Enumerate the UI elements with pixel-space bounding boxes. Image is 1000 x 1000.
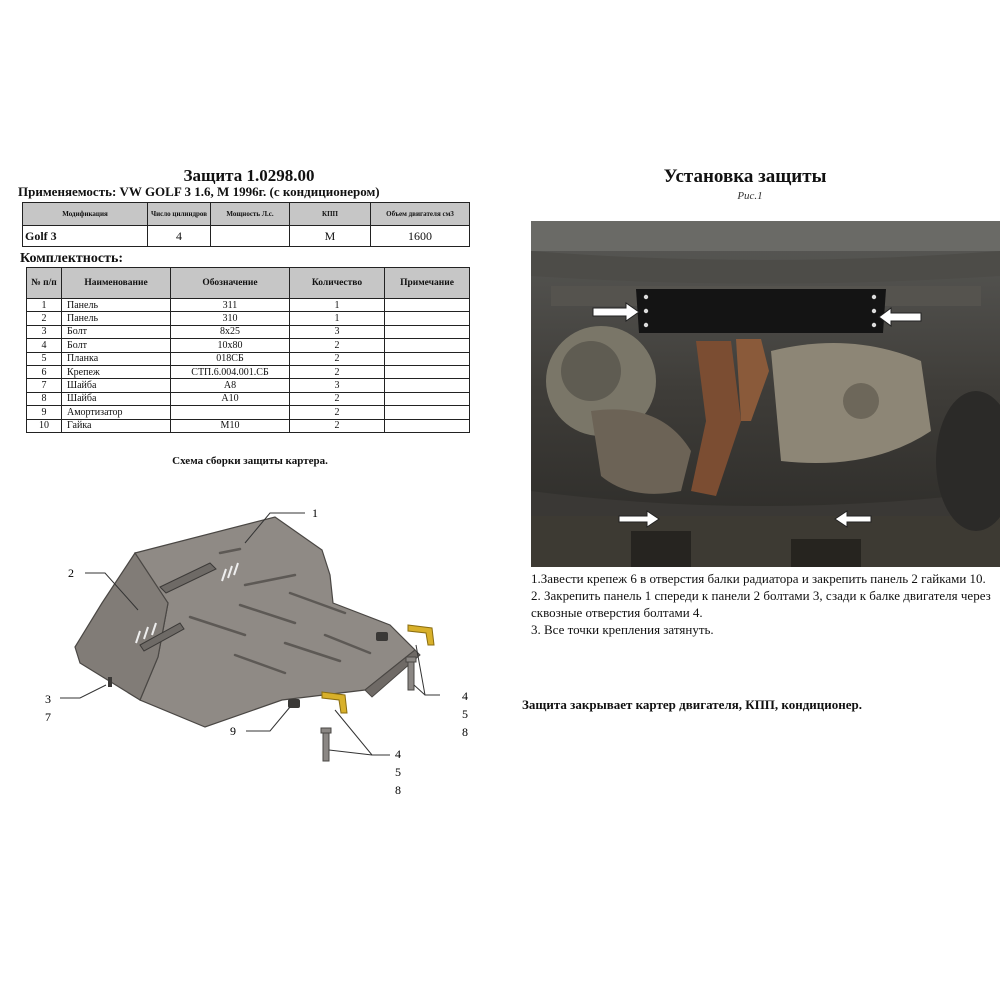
installation-photo [531, 221, 1000, 567]
kit-cell-number: 10 [27, 419, 62, 432]
kit-cell-quantity: 3 [290, 379, 385, 392]
kit-cell-quantity: 1 [290, 299, 385, 312]
kit-cell-designation [171, 406, 290, 419]
kit-cell-note [385, 392, 470, 405]
callout-5: 5 [395, 765, 401, 779]
kit-cell-note [385, 379, 470, 392]
kit-cell-quantity: 2 [290, 365, 385, 378]
install-step-3: 3. Все точки крепления затянуть. [531, 622, 714, 637]
spec-cell [211, 226, 290, 247]
kit-header-cell: Примечание [385, 268, 470, 299]
callout-7: 7 [45, 710, 51, 724]
kit-cell-designation: М10 [171, 419, 290, 432]
kit-title: Комплектность: [20, 251, 124, 266]
table-row [27, 352, 470, 365]
kit-cell-designation: А8 [171, 379, 290, 392]
spec-header-cell: Мощность Л.с. [211, 203, 290, 226]
spec-table [22, 202, 470, 247]
table-row [27, 379, 470, 392]
kit-cell-number: 7 [27, 379, 62, 392]
spec-cell: 1600 [371, 226, 470, 247]
install-step-1: 1.Завести крепеж 6 в отверстия балки радиатора и закрепить панель 2 гайками 10. [531, 571, 986, 586]
kit-cell-note [385, 325, 470, 338]
kit-cell-name: Шайба [62, 379, 171, 392]
kit-header-cell: Обозначение [171, 268, 290, 299]
table-row [27, 419, 470, 432]
assembly-diagram [40, 495, 500, 805]
spec-table-row [23, 226, 470, 247]
kit-cell-number: 3 [27, 325, 62, 338]
kit-cell-designation: 8х25 [171, 325, 290, 338]
kit-cell-note [385, 299, 470, 312]
kit-cell-quantity: 2 [290, 392, 385, 405]
kit-cell-designation: А10 [171, 392, 290, 405]
callout-1: 1 [312, 506, 318, 520]
kit-header-cell: № п/п [27, 268, 62, 299]
kit-cell-note [385, 312, 470, 325]
kit-cell-name: Панель [62, 299, 171, 312]
spec-cell: Golf 3 [23, 226, 148, 247]
kit-cell-designation: 10х80 [171, 339, 290, 352]
kit-cell-name: Планка [62, 352, 171, 365]
spec-header-cell: КПП [290, 203, 371, 226]
kit-cell-designation: 018СБ [171, 352, 290, 365]
kit-cell-name: Амортизатор [62, 406, 171, 419]
spec-header-cell: Объем двигателя см3 [371, 203, 470, 226]
kit-cell-note [385, 365, 470, 378]
document-title: Защита 1.0298.00 [183, 166, 315, 185]
kit-cell-number: 1 [27, 299, 62, 312]
kit-cell-name: Крепеж [62, 365, 171, 378]
kit-cell-note [385, 406, 470, 419]
kit-table [26, 267, 470, 433]
spec-header-cell: Число цилиндров [148, 203, 211, 226]
spec-cell: 4 [148, 226, 211, 247]
kit-cell-note [385, 352, 470, 365]
kit-cell-number: 8 [27, 392, 62, 405]
kit-cell-number: 5 [27, 352, 62, 365]
shock-absorber [288, 699, 300, 708]
kit-cell-quantity: 2 [290, 406, 385, 419]
callout-3: 3 [45, 692, 51, 706]
figure-label: Рис.1 [737, 190, 763, 202]
kit-cell-designation: 311 [171, 299, 290, 312]
bracket-plank [322, 692, 347, 713]
kit-cell-name: Болт [62, 325, 171, 338]
diagram-caption: Схема сборки защиты картера. [172, 455, 328, 467]
kit-cell-name: Шайба [62, 392, 171, 405]
kit-cell-quantity: 1 [290, 312, 385, 325]
kit-cell-number: 9 [27, 406, 62, 419]
table-row [27, 392, 470, 405]
coverage-note: Защита закрывает картер двигателя, КПП, кондиционер. [522, 697, 863, 712]
callout-9: 9 [230, 724, 236, 738]
callout-4: 4 [395, 747, 401, 761]
callout-8: 8 [462, 725, 468, 739]
spec-table-header [23, 203, 470, 226]
table-row [27, 325, 470, 338]
install-step-2: 2. Закрепить панель 1 спереди к панели 2 болтами 3, сзади к балке двигателя через сквозные отверстия болтами 4. [531, 588, 991, 620]
table-row [27, 312, 470, 325]
install-steps [531, 570, 991, 638]
kit-header-cell: Наименование [62, 268, 171, 299]
callout-4: 4 [462, 689, 468, 703]
kit-cell-number: 4 [27, 339, 62, 352]
kit-cell-designation: 310 [171, 312, 290, 325]
callout-5: 5 [462, 707, 468, 721]
bracket-plank [408, 625, 434, 645]
kit-cell-number: 6 [27, 365, 62, 378]
applicability-line: Применяемость: VW GOLF 3 1.6, М 1996г. (с кондиционером) [18, 184, 380, 199]
table-row [27, 299, 470, 312]
table-row [27, 365, 470, 378]
spec-header-cell: Модификация [23, 203, 148, 226]
kit-table-header [27, 268, 470, 299]
install-title: Установка защиты [663, 166, 827, 187]
kit-cell-name: Панель [62, 312, 171, 325]
kit-cell-designation: СТП.6.004.001.СБ [171, 365, 290, 378]
kit-cell-note [385, 339, 470, 352]
table-row [27, 339, 470, 352]
spec-cell: М [290, 226, 371, 247]
callout-8: 8 [395, 783, 401, 797]
kit-cell-quantity: 2 [290, 419, 385, 432]
table-row [27, 406, 470, 419]
mounted-plank [636, 289, 886, 333]
kit-cell-quantity: 2 [290, 352, 385, 365]
kit-cell-number: 2 [27, 312, 62, 325]
kit-cell-quantity: 3 [290, 325, 385, 338]
callout-2: 2 [68, 566, 74, 580]
kit-header-cell: Количество [290, 268, 385, 299]
shock-absorber [376, 632, 388, 641]
kit-cell-name: Болт [62, 339, 171, 352]
bolt-3 [108, 677, 112, 687]
kit-cell-note [385, 419, 470, 432]
kit-cell-name: Гайка [62, 419, 171, 432]
kit-cell-quantity: 2 [290, 339, 385, 352]
